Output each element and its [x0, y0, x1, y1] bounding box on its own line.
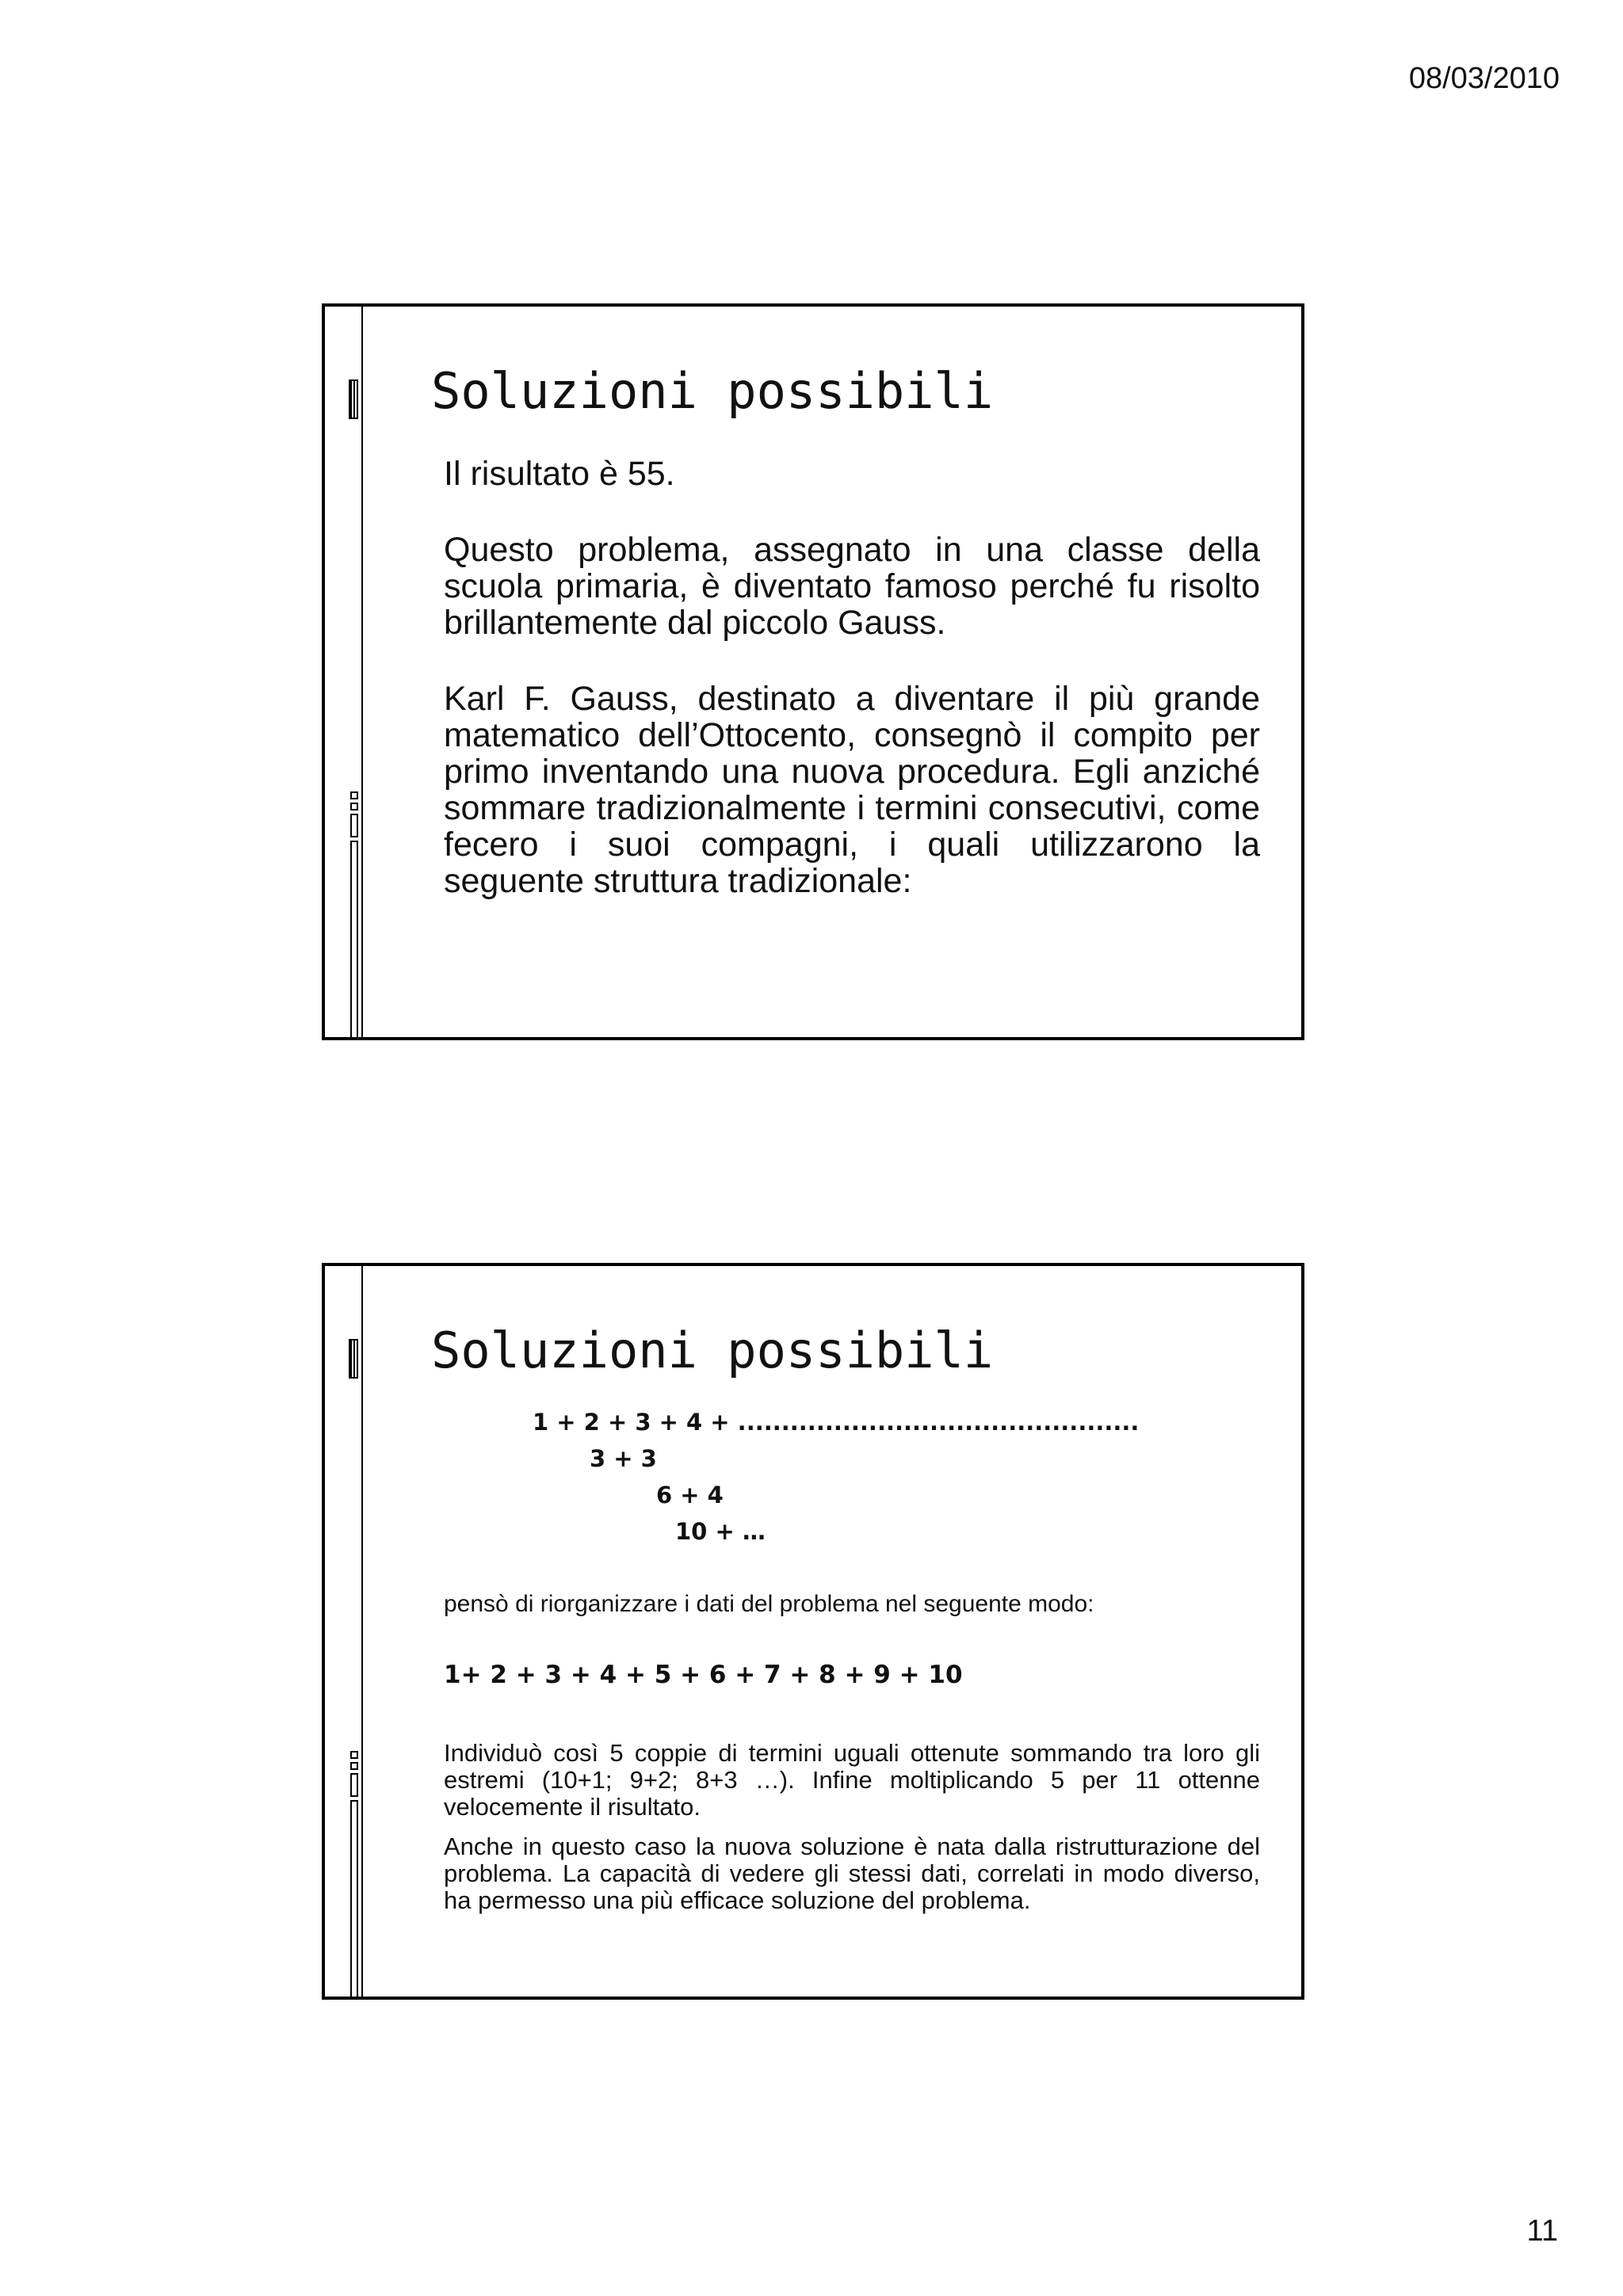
page-number: 11	[1526, 2214, 1558, 2248]
slide-title: Soluzioni possibili	[431, 1322, 994, 1379]
sum-line: 10 + …	[675, 1518, 766, 1545]
page-date: 08/03/2010	[1408, 62, 1560, 95]
sum-line: 1 + 2 + 3 + 4 + ..............................................	[533, 1409, 1140, 1436]
title-bullet-icon	[349, 379, 358, 419]
slide-body	[444, 456, 1260, 939]
result-paragraph: Il risultato è 55.	[444, 455, 675, 493]
title-bullet-icon	[349, 1339, 358, 1379]
number-sequence: 1+ 2 + 3 + 4 + 5 + 6 + 7 + 8 + 9 + 10	[444, 1661, 963, 1689]
slide-rail	[325, 307, 363, 1037]
slide-title: Soluzioni possibili	[431, 362, 994, 420]
reorganize-intro: pensò di riorganizzare i dati del problema nel seguente modo:	[444, 1591, 1094, 1617]
problem-paragraph: Questo problema, assegnato in una classe della scuola primaria, è diventato famoso perché fu risolto brillantemente dal piccolo Gauss.	[444, 531, 1260, 642]
rail-decoration-icon	[350, 1751, 360, 1998]
sum-line: 6 + 4	[656, 1482, 724, 1508]
slide-rail	[325, 1266, 363, 1997]
conclusion-paragraph: Anche in questo caso la nuova soluzione è nata dalla ristrutturazione del problema. La capacità di vedere gli stessi dati, correlati in modo diverso, ha permesso una più efficace soluzione del problema.	[444, 1833, 1260, 1914]
gauss-paragraph: Karl F. Gauss, destinato a diventare il più grande matematico dell’Ottocento, consegnò il compito per primo inventando una nuova procedura. Egli anziché sommare tradizionalmente i termini consecutivi, come fecero i suoi compagni, i quali utilizzarono la seguente struttura tradizionale:	[444, 680, 1260, 900]
pairs-paragraph: Individuò così 5 coppie di termini uguali ottenute sommando tra loro gli estremi (10+1; 9+2; 8+3 …). Infine moltiplicando 5 per 11 ottenne velocemente il risultato.	[444, 1739, 1260, 1821]
sum-line: 3 + 3	[590, 1445, 657, 1472]
rail-decoration-icon	[350, 791, 360, 1039]
slide-1	[322, 303, 1304, 1040]
slide-2	[322, 1263, 1304, 2000]
